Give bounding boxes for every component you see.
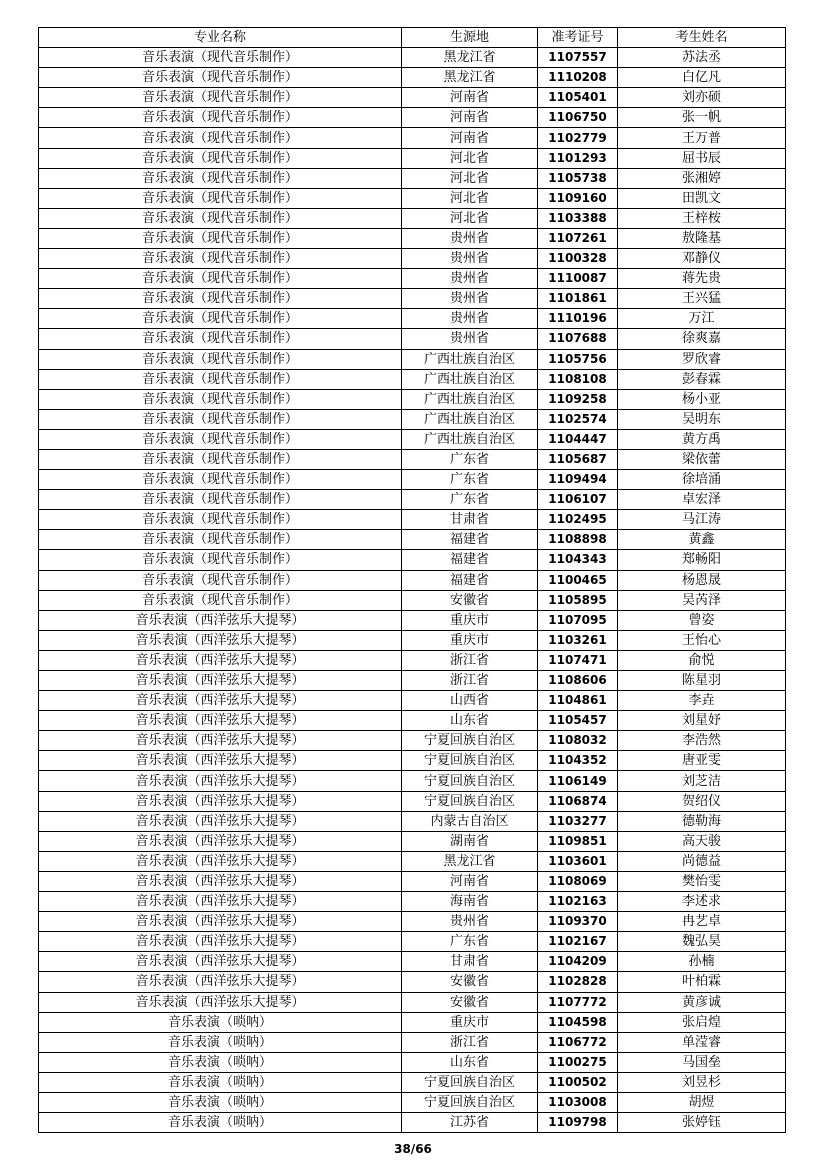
table-row	[39, 208, 786, 228]
table-row	[39, 952, 786, 972]
origin-cell: 贵州省	[402, 289, 538, 309]
major-cell: 音乐表演（西洋弦乐大提琴）	[39, 711, 402, 731]
name-cell: 单滢睿	[618, 1032, 786, 1052]
table-row	[39, 751, 786, 771]
exam-id-cell: 1110087	[538, 269, 618, 289]
table-row	[39, 932, 786, 952]
major-cell: 音乐表演（西洋弦乐大提琴）	[39, 630, 402, 650]
major-cell: 音乐表演（现代音乐制作）	[39, 590, 402, 610]
table-row	[39, 68, 786, 88]
exam-id-cell: 1109258	[538, 389, 618, 409]
origin-cell: 安徽省	[402, 590, 538, 610]
origin-cell: 重庆市	[402, 1012, 538, 1032]
table-row	[39, 851, 786, 871]
table-row	[39, 831, 786, 851]
name-cell: 刘亦硕	[618, 88, 786, 108]
major-cell: 音乐表演（西洋弦乐大提琴）	[39, 831, 402, 851]
major-cell: 音乐表演（现代音乐制作）	[39, 48, 402, 68]
major-cell: 音乐表演（唢呐）	[39, 1092, 402, 1112]
origin-cell: 贵州省	[402, 309, 538, 329]
table-row	[39, 791, 786, 811]
origin-cell: 福建省	[402, 550, 538, 570]
major-cell: 音乐表演（唢呐）	[39, 1032, 402, 1052]
origin-cell: 安徽省	[402, 992, 538, 1012]
major-cell: 音乐表演（现代音乐制作）	[39, 108, 402, 128]
table-row	[39, 289, 786, 309]
origin-cell: 贵州省	[402, 228, 538, 248]
origin-cell: 甘肃省	[402, 952, 538, 972]
origin-cell: 内蒙古自治区	[402, 811, 538, 831]
exam-id-cell: 1106750	[538, 108, 618, 128]
major-cell: 音乐表演（西洋弦乐大提琴）	[39, 671, 402, 691]
name-cell: 马江涛	[618, 510, 786, 530]
name-cell: 马国垒	[618, 1052, 786, 1072]
table-row	[39, 329, 786, 349]
origin-cell: 黑龙江省	[402, 48, 538, 68]
origin-cell: 黑龙江省	[402, 68, 538, 88]
exam-id-cell: 1108069	[538, 871, 618, 891]
table-row	[39, 570, 786, 590]
name-cell: 孙楠	[618, 952, 786, 972]
major-cell: 音乐表演（现代音乐制作）	[39, 449, 402, 469]
major-cell: 音乐表演（现代音乐制作）	[39, 510, 402, 530]
table-row	[39, 691, 786, 711]
major-cell: 音乐表演（现代音乐制作）	[39, 309, 402, 329]
major-cell: 音乐表演（现代音乐制作）	[39, 148, 402, 168]
table-row	[39, 88, 786, 108]
table-header-row	[39, 28, 786, 48]
exam-id-cell: 1100465	[538, 570, 618, 590]
exam-id-cell: 1103601	[538, 851, 618, 871]
exam-id-cell: 1104598	[538, 1012, 618, 1032]
major-cell: 音乐表演（现代音乐制作）	[39, 349, 402, 369]
table-row	[39, 269, 786, 289]
exam-id-cell: 1106772	[538, 1032, 618, 1052]
exam-id-cell: 1105756	[538, 349, 618, 369]
origin-cell: 广西壮族自治区	[402, 409, 538, 429]
major-cell: 音乐表演（西洋弦乐大提琴）	[39, 972, 402, 992]
origin-cell: 宁夏回族自治区	[402, 751, 538, 771]
origin-cell: 浙江省	[402, 671, 538, 691]
origin-cell: 山西省	[402, 691, 538, 711]
name-cell: 俞悦	[618, 650, 786, 670]
name-cell: 彭春霖	[618, 369, 786, 389]
origin-cell: 浙江省	[402, 1032, 538, 1052]
exam-id-cell: 1100275	[538, 1052, 618, 1072]
origin-cell: 甘肃省	[402, 510, 538, 530]
name-cell: 吴芮泽	[618, 590, 786, 610]
major-cell: 音乐表演（现代音乐制作）	[39, 289, 402, 309]
name-cell: 白亿凡	[618, 68, 786, 88]
major-cell: 音乐表演（西洋弦乐大提琴）	[39, 952, 402, 972]
name-cell: 杨小亚	[618, 389, 786, 409]
exam-id-cell: 1105457	[538, 711, 618, 731]
exam-id-cell: 1105895	[538, 590, 618, 610]
origin-cell: 广东省	[402, 449, 538, 469]
exam-id-cell: 1104343	[538, 550, 618, 570]
table-row	[39, 550, 786, 570]
name-cell: 李浩然	[618, 731, 786, 751]
name-cell: 吴明东	[618, 409, 786, 429]
exam-id-cell: 1101293	[538, 148, 618, 168]
exam-id-cell: 1104861	[538, 691, 618, 711]
table-row	[39, 892, 786, 912]
origin-cell: 湖南省	[402, 831, 538, 851]
page-number: 38/66	[394, 1142, 432, 1156]
name-cell: 张湘婷	[618, 168, 786, 188]
origin-cell: 广东省	[402, 932, 538, 952]
major-cell: 音乐表演（现代音乐制作）	[39, 570, 402, 590]
major-cell: 音乐表演（现代音乐制作）	[39, 249, 402, 269]
exam-id-cell: 1102828	[538, 972, 618, 992]
origin-cell: 江苏省	[402, 1113, 538, 1133]
exam-id-cell: 1110196	[538, 309, 618, 329]
name-cell: 蒋先贵	[618, 269, 786, 289]
major-cell: 音乐表演（西洋弦乐大提琴）	[39, 992, 402, 1012]
origin-cell: 广西壮族自治区	[402, 389, 538, 409]
exam-id-cell: 1102574	[538, 409, 618, 429]
major-cell: 音乐表演（西洋弦乐大提琴）	[39, 731, 402, 751]
major-cell: 音乐表演（唢呐）	[39, 1072, 402, 1092]
exam-id-cell: 1107471	[538, 650, 618, 670]
exam-id-cell: 1109798	[538, 1113, 618, 1133]
exam-id-cell: 1105401	[538, 88, 618, 108]
major-cell: 音乐表演（现代音乐制作）	[39, 369, 402, 389]
name-cell: 王万普	[618, 128, 786, 148]
name-cell: 万江	[618, 309, 786, 329]
origin-cell: 广西壮族自治区	[402, 349, 538, 369]
major-cell: 音乐表演（现代音乐制作）	[39, 269, 402, 289]
origin-cell: 黑龙江省	[402, 851, 538, 871]
origin-cell: 福建省	[402, 570, 538, 590]
origin-cell: 重庆市	[402, 630, 538, 650]
name-cell: 黄鑫	[618, 530, 786, 550]
name-cell: 卓宏泽	[618, 490, 786, 510]
name-cell: 徐爽嘉	[618, 329, 786, 349]
exam-id-cell: 1103388	[538, 208, 618, 228]
table-row	[39, 369, 786, 389]
origin-cell: 广东省	[402, 470, 538, 490]
major-cell: 音乐表演（现代音乐制作）	[39, 389, 402, 409]
table-row	[39, 349, 786, 369]
exam-id-cell: 1108606	[538, 671, 618, 691]
origin-cell: 山东省	[402, 1052, 538, 1072]
name-cell: 唐亚雯	[618, 751, 786, 771]
table-row	[39, 249, 786, 269]
table-row	[39, 912, 786, 932]
name-cell: 王怡心	[618, 630, 786, 650]
name-cell: 李垚	[618, 691, 786, 711]
major-cell: 音乐表演（现代音乐制作）	[39, 429, 402, 449]
table-row	[39, 148, 786, 168]
major-cell: 音乐表演（西洋弦乐大提琴）	[39, 771, 402, 791]
major-cell: 音乐表演（西洋弦乐大提琴）	[39, 751, 402, 771]
name-cell: 李述求	[618, 892, 786, 912]
table-row	[39, 389, 786, 409]
name-cell: 黄彦诚	[618, 992, 786, 1012]
origin-cell: 贵州省	[402, 249, 538, 269]
major-cell: 音乐表演（现代音乐制作）	[39, 490, 402, 510]
exam-id-cell: 1103261	[538, 630, 618, 650]
table-row	[39, 470, 786, 490]
exam-id-cell: 1103277	[538, 811, 618, 831]
origin-cell: 河南省	[402, 128, 538, 148]
major-cell: 音乐表演（西洋弦乐大提琴）	[39, 691, 402, 711]
name-cell: 苏法丞	[618, 48, 786, 68]
origin-cell: 重庆市	[402, 610, 538, 630]
exam-id-cell: 1109851	[538, 831, 618, 851]
origin-cell: 河北省	[402, 148, 538, 168]
exam-id-cell: 1100502	[538, 1072, 618, 1092]
exam-id-cell: 1107772	[538, 992, 618, 1012]
major-cell: 音乐表演（唢呐）	[39, 1113, 402, 1133]
name-cell: 高天骏	[618, 831, 786, 851]
name-cell: 尚德益	[618, 851, 786, 871]
major-cell: 音乐表演（西洋弦乐大提琴）	[39, 650, 402, 670]
table-row	[39, 168, 786, 188]
table-row	[39, 590, 786, 610]
table-row	[39, 48, 786, 68]
origin-cell: 海南省	[402, 892, 538, 912]
name-cell: 王梓桉	[618, 208, 786, 228]
name-cell: 陈星羽	[618, 671, 786, 691]
origin-cell: 广西壮族自治区	[402, 369, 538, 389]
table-row	[39, 1032, 786, 1052]
name-cell: 邓静仪	[618, 249, 786, 269]
name-cell: 田凯文	[618, 188, 786, 208]
exam-id-cell: 1104209	[538, 952, 618, 972]
exam-id-cell: 1106874	[538, 791, 618, 811]
major-cell: 音乐表演（现代音乐制作）	[39, 68, 402, 88]
name-cell: 张启煌	[618, 1012, 786, 1032]
exam-id-cell: 1107688	[538, 329, 618, 349]
exam-id-cell: 1107557	[538, 48, 618, 68]
major-cell: 音乐表演（现代音乐制作）	[39, 128, 402, 148]
origin-cell: 河北省	[402, 188, 538, 208]
table-row	[39, 1092, 786, 1112]
origin-cell: 河北省	[402, 208, 538, 228]
name-cell: 刘星妤	[618, 711, 786, 731]
table-row	[39, 610, 786, 630]
table-row	[39, 1012, 786, 1032]
name-cell: 刘芝洁	[618, 771, 786, 791]
major-cell: 音乐表演（现代音乐制作）	[39, 208, 402, 228]
exam-id-cell: 1109160	[538, 188, 618, 208]
name-cell: 敖隆基	[618, 228, 786, 248]
origin-cell: 贵州省	[402, 912, 538, 932]
origin-cell: 宁夏回族自治区	[402, 1072, 538, 1092]
exam-id-cell: 1102779	[538, 128, 618, 148]
table-row	[39, 309, 786, 329]
exam-id-cell: 1102163	[538, 892, 618, 912]
major-cell: 音乐表演（西洋弦乐大提琴）	[39, 871, 402, 891]
exam-id-cell: 1109370	[538, 912, 618, 932]
major-cell: 音乐表演（唢呐）	[39, 1012, 402, 1032]
exam-id-cell: 1106107	[538, 490, 618, 510]
table-row	[39, 188, 786, 208]
origin-cell: 广东省	[402, 490, 538, 510]
major-cell: 音乐表演（唢呐）	[39, 1052, 402, 1072]
major-cell: 音乐表演（西洋弦乐大提琴）	[39, 912, 402, 932]
major-cell: 音乐表演（西洋弦乐大提琴）	[39, 610, 402, 630]
name-cell: 魏弘昊	[618, 932, 786, 952]
exam-id-cell: 1105738	[538, 168, 618, 188]
admission-list-table	[38, 27, 786, 1133]
exam-id-cell: 1107095	[538, 610, 618, 630]
name-cell: 胡煜	[618, 1092, 786, 1112]
origin-cell: 宁夏回族自治区	[402, 1092, 538, 1112]
header-exam-id: 准考证号	[538, 28, 618, 48]
exam-id-cell: 1102167	[538, 932, 618, 952]
name-cell: 贺绍仪	[618, 791, 786, 811]
name-cell: 张一帆	[618, 108, 786, 128]
exam-id-cell: 1103008	[538, 1092, 618, 1112]
table-row	[39, 429, 786, 449]
name-cell: 王兴猛	[618, 289, 786, 309]
table-row	[39, 490, 786, 510]
origin-cell: 贵州省	[402, 329, 538, 349]
table-row	[39, 992, 786, 1012]
table-row	[39, 510, 786, 530]
table-row	[39, 630, 786, 650]
name-cell: 樊怡雯	[618, 871, 786, 891]
name-cell: 屈书辰	[618, 148, 786, 168]
origin-cell: 浙江省	[402, 650, 538, 670]
origin-cell: 广西壮族自治区	[402, 429, 538, 449]
exam-id-cell: 1108032	[538, 731, 618, 751]
table-row	[39, 1072, 786, 1092]
table-row	[39, 228, 786, 248]
origin-cell: 宁夏回族自治区	[402, 771, 538, 791]
name-cell: 梁依蕾	[618, 449, 786, 469]
major-cell: 音乐表演（现代音乐制作）	[39, 188, 402, 208]
exam-id-cell: 1109494	[538, 470, 618, 490]
origin-cell: 宁夏回族自治区	[402, 791, 538, 811]
name-cell: 刘昱杉	[618, 1072, 786, 1092]
table-row	[39, 1052, 786, 1072]
origin-cell: 宁夏回族自治区	[402, 731, 538, 751]
header-origin: 生源地	[402, 28, 538, 48]
name-cell: 冉艺卓	[618, 912, 786, 932]
table-row	[39, 972, 786, 992]
exam-id-cell: 1108898	[538, 530, 618, 550]
table-row	[39, 811, 786, 831]
major-cell: 音乐表演（现代音乐制作）	[39, 409, 402, 429]
major-cell: 音乐表演（现代音乐制作）	[39, 88, 402, 108]
origin-cell: 安徽省	[402, 972, 538, 992]
major-cell: 音乐表演（现代音乐制作）	[39, 550, 402, 570]
name-cell: 杨恩晟	[618, 570, 786, 590]
origin-cell: 山东省	[402, 711, 538, 731]
exam-id-cell: 1104352	[538, 751, 618, 771]
exam-id-cell: 1108108	[538, 369, 618, 389]
major-cell: 音乐表演（现代音乐制作）	[39, 530, 402, 550]
table-row	[39, 771, 786, 791]
major-cell: 音乐表演（现代音乐制作）	[39, 228, 402, 248]
exam-id-cell: 1110208	[538, 68, 618, 88]
name-cell: 罗欣睿	[618, 349, 786, 369]
name-cell: 徐培涌	[618, 470, 786, 490]
table-row	[39, 650, 786, 670]
major-cell: 音乐表演（现代音乐制作）	[39, 168, 402, 188]
header-major: 专业名称	[39, 28, 402, 48]
origin-cell: 河南省	[402, 88, 538, 108]
name-cell: 黄方禹	[618, 429, 786, 449]
major-cell: 音乐表演（现代音乐制作）	[39, 329, 402, 349]
origin-cell: 河南省	[402, 871, 538, 891]
origin-cell: 河南省	[402, 108, 538, 128]
major-cell: 音乐表演（西洋弦乐大提琴）	[39, 791, 402, 811]
table-row	[39, 530, 786, 550]
exam-id-cell: 1100328	[538, 249, 618, 269]
exam-id-cell: 1107261	[538, 228, 618, 248]
name-cell: 叶柏霖	[618, 972, 786, 992]
origin-cell: 福建省	[402, 530, 538, 550]
name-cell: 张婷钰	[618, 1113, 786, 1133]
origin-cell: 河北省	[402, 168, 538, 188]
exam-id-cell: 1102495	[538, 510, 618, 530]
major-cell: 音乐表演（西洋弦乐大提琴）	[39, 932, 402, 952]
major-cell: 音乐表演（西洋弦乐大提琴）	[39, 851, 402, 871]
exam-id-cell: 1104447	[538, 429, 618, 449]
table-row	[39, 409, 786, 429]
table-row	[39, 871, 786, 891]
major-cell: 音乐表演（现代音乐制作）	[39, 470, 402, 490]
header-name: 考生姓名	[618, 28, 786, 48]
table-row	[39, 1113, 786, 1133]
table-row	[39, 128, 786, 148]
table-row	[39, 731, 786, 751]
exam-id-cell: 1105687	[538, 449, 618, 469]
table-row	[39, 671, 786, 691]
origin-cell: 贵州省	[402, 269, 538, 289]
exam-id-cell: 1106149	[538, 771, 618, 791]
table-row	[39, 108, 786, 128]
exam-id-cell: 1101861	[538, 289, 618, 309]
name-cell: 郑畅阳	[618, 550, 786, 570]
name-cell: 德勒海	[618, 811, 786, 831]
major-cell: 音乐表演（西洋弦乐大提琴）	[39, 892, 402, 912]
major-cell: 音乐表演（西洋弦乐大提琴）	[39, 811, 402, 831]
table-row	[39, 449, 786, 469]
table-row	[39, 711, 786, 731]
name-cell: 曾姿	[618, 610, 786, 630]
